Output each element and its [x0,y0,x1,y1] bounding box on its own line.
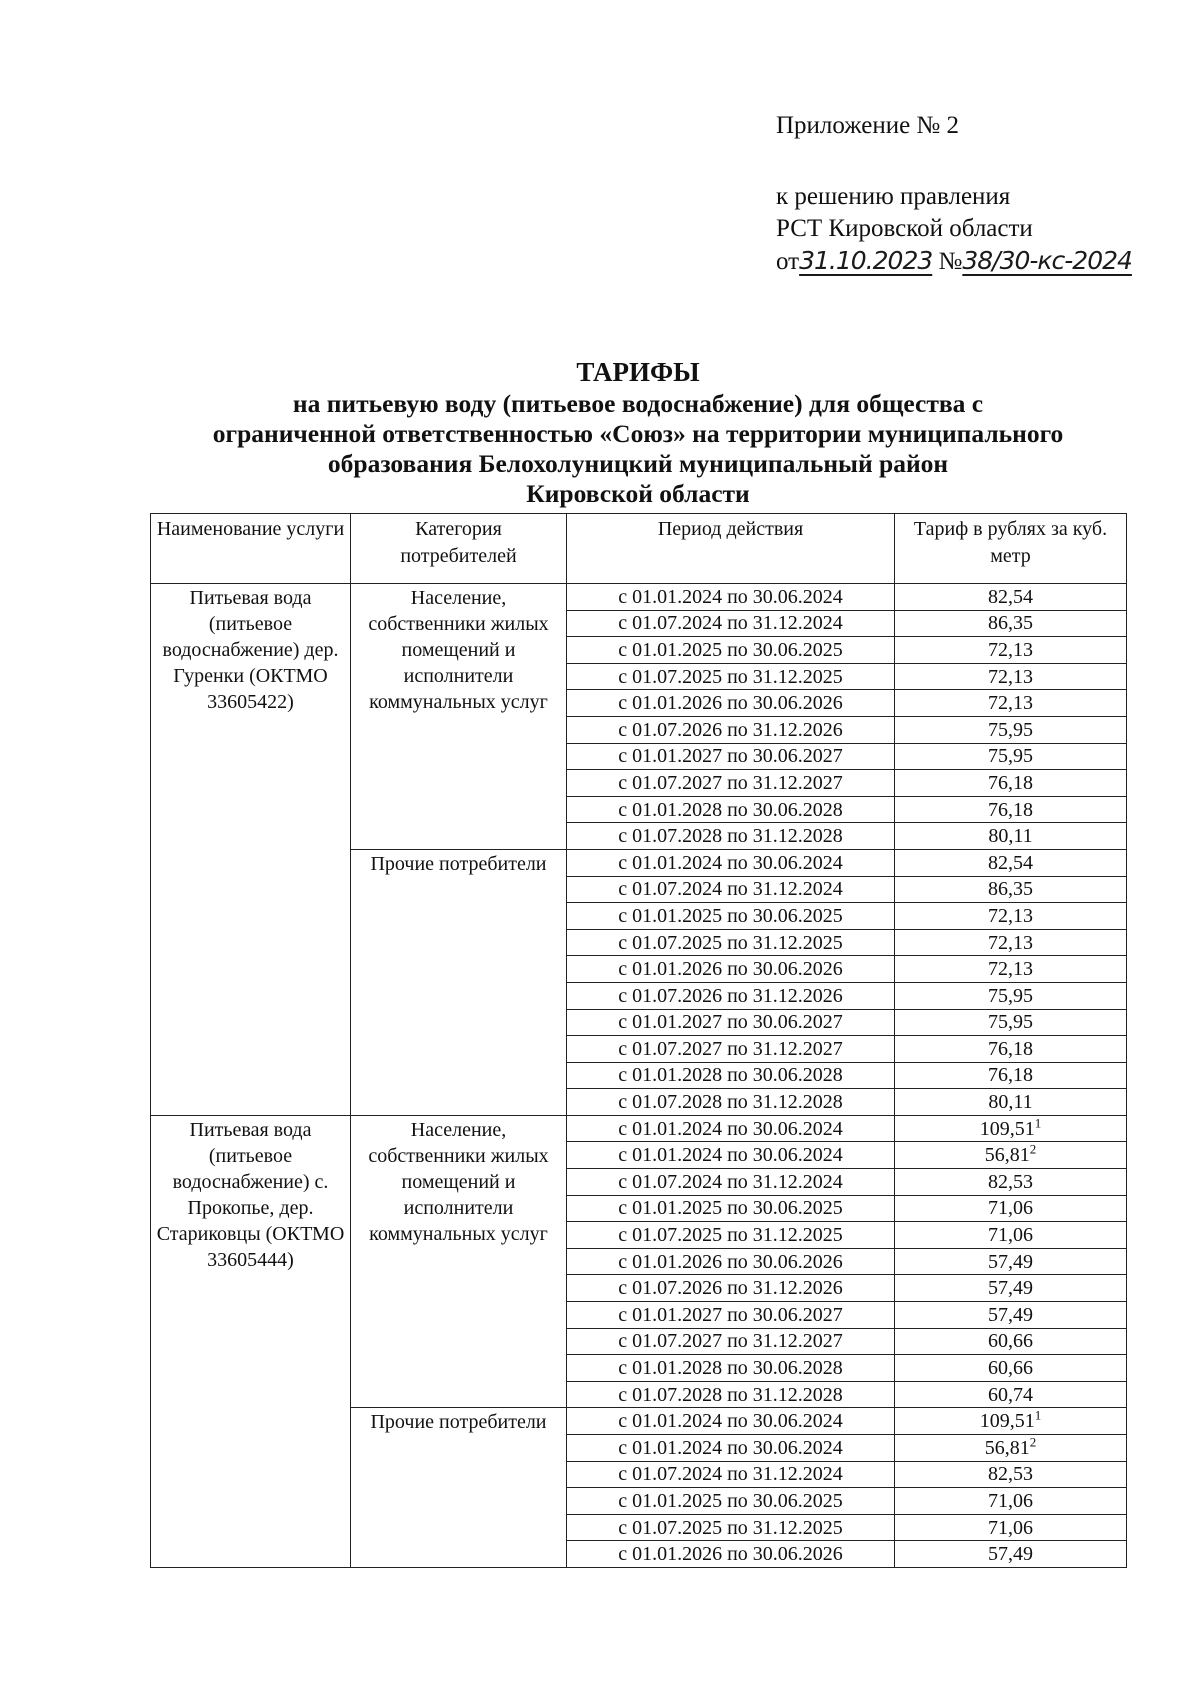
tariff-value: 75,95 [988,984,1033,1007]
period-cell: с 01.01.2025 по 30.06.2025 [567,637,895,664]
tariff-value: 60,66 [988,1357,1033,1380]
tariff-cell [895,1328,1127,1355]
period-cell: с 01.01.2025 по 30.06.2025 [567,1488,895,1515]
title-line-4: Кировской области [526,479,750,508]
tariff-cell [895,1435,1127,1462]
tariff-value: 72,13 [988,958,1033,981]
consumer-category-cell: Прочие потребители [351,849,567,1115]
tariff-cell [895,1089,1127,1116]
tariff-value: 86,35 [988,878,1033,901]
table-row [151,584,1127,611]
tariff-cell [895,1248,1127,1275]
tariff-cell [895,1461,1127,1488]
tariff-value: 82,54 [988,851,1033,874]
column-header-service: Наименование услуги [151,514,351,584]
tariff-value: 71,06 [988,1197,1033,1220]
tariff-cell [895,1355,1127,1382]
tariff-value: 56,81 [984,1144,1030,1167]
tariff-cell [895,1036,1127,1063]
tariff-cell [895,823,1127,850]
decision-date-line [776,245,1132,278]
tariff-value: 76,18 [988,1037,1033,1060]
tariff-cell [895,929,1127,956]
footnote-mark: 1 [1034,1407,1042,1423]
period-cell: с 01.01.2027 по 30.06.2027 [567,1009,895,1036]
decision-line-1: к решению правления [776,183,1011,210]
tariff-value: 60,74 [988,1383,1033,1406]
period-cell: с 01.01.2024 по 30.06.2024 [567,849,895,876]
period-cell: с 01.01.2024 по 30.06.2024 [567,1115,895,1142]
service-name-cell: Питьевая вода (питьевое водоснабжение) с. Прокопье, дер. Стариковцы (ОКТМО 33605444) [151,1115,351,1567]
column-header-category: Категория потребителей [351,514,567,584]
tariff-cell [895,1062,1127,1089]
tariff-value: 72,13 [988,638,1033,661]
period-cell: с 01.01.2027 по 30.06.2027 [567,1302,895,1329]
table-row [151,1115,1127,1142]
footnote-mark: 2 [1029,1141,1037,1157]
tariff-value: 71,06 [988,1489,1033,1512]
tariff-cell [895,849,1127,876]
tariff-cell [895,1514,1127,1541]
handwritten-number: 38/30-кс-2024 [962,246,1132,275]
period-cell: с 01.01.2024 по 30.06.2024 [567,1142,895,1169]
period-cell: с 01.07.2024 по 31.12.2024 [567,1461,895,1488]
tariff-value: 71,06 [988,1224,1033,1247]
tariff-table [150,513,1127,1568]
appendix-title: Приложение № 2 [776,112,960,139]
tariff-value: 86,35 [988,612,1033,635]
tariff-cell [895,903,1127,930]
period-cell: с 01.07.2028 по 31.12.2028 [567,823,895,850]
tariff-value: 72,13 [988,931,1033,954]
period-cell: с 01.07.2027 по 31.12.2027 [567,1036,895,1063]
tariff-cell [895,1488,1127,1515]
period-cell: с 01.07.2025 по 31.12.2025 [567,1514,895,1541]
tariff-value: 72,13 [988,665,1033,688]
tariff-value: 109,51 [979,1117,1035,1140]
tariff-value: 72,13 [988,904,1033,927]
footnote-mark: 1 [1034,1115,1042,1131]
period-cell: с 01.01.2027 по 30.06.2027 [567,743,895,770]
period-cell: с 01.01.2024 по 30.06.2024 [567,1435,895,1462]
title-line-2: ограниченной ответственностью «Союз» на территории муниципального [212,419,1064,448]
column-header-period: Период действия [567,514,895,584]
tariff-cell [895,876,1127,903]
decision-line-2: РСТ Кировской области [776,215,1033,242]
tariff-cell [895,716,1127,743]
period-cell: с 01.07.2024 по 31.12.2024 [567,610,895,637]
tariff-cell [895,1195,1127,1222]
period-cell: с 01.07.2028 по 31.12.2028 [567,1089,895,1116]
tariff-table-body [151,584,1127,1568]
footnote-mark: 2 [1029,1434,1037,1450]
period-cell: с 01.01.2028 по 30.06.2028 [567,1062,895,1089]
title-line-1: на питьевую воду (питьевое водоснабжение) для общества с [292,389,984,418]
tariff-cell [895,637,1127,664]
tariff-value: 76,18 [988,798,1033,821]
tariff-value: 82,53 [988,1463,1033,1486]
period-cell: с 01.01.2026 по 30.06.2026 [567,690,895,717]
period-cell: с 01.07.2027 по 31.12.2027 [567,1328,895,1355]
tariff-value: 75,95 [988,1011,1033,1034]
number-prefix: № [938,248,963,275]
tariff-value: 80,11 [988,825,1033,848]
tariff-cell [895,1541,1127,1568]
period-cell: с 01.01.2025 по 30.06.2025 [567,903,895,930]
tariff-cell [895,1302,1127,1329]
tariff-cell [895,1009,1127,1036]
period-cell: с 01.01.2024 по 30.06.2024 [567,584,895,611]
period-cell: с 01.07.2025 по 31.12.2025 [567,929,895,956]
tariff-value: 56,81 [984,1436,1030,1459]
tariff-cell [895,982,1127,1009]
document-title [150,355,1126,509]
tariff-cell [895,796,1127,823]
tariff-cell [895,584,1127,611]
tariff-cell [895,690,1127,717]
tariff-value: 71,06 [988,1516,1033,1539]
period-cell: с 01.01.2025 по 30.06.2025 [567,1195,895,1222]
table-header-row [151,514,1127,584]
tariff-value: 75,95 [988,718,1033,741]
consumer-category-cell: Население, собственники жилых помещений и исполнители коммунальных услуг [351,584,567,850]
title-main: ТАРИФЫ [576,357,700,387]
tariff-cell [895,663,1127,690]
period-cell: с 01.07.2025 по 31.12.2025 [567,1222,895,1249]
tariff-value: 57,49 [988,1303,1033,1326]
period-cell: с 01.01.2026 по 30.06.2026 [567,1248,895,1275]
tariff-value: 82,54 [988,585,1033,608]
consumer-category-cell: Прочие потребители [351,1408,567,1568]
period-cell: с 01.01.2024 по 30.06.2024 [567,1408,895,1435]
tariff-value: 75,95 [988,745,1033,768]
tariff-cell [895,1275,1127,1302]
consumer-category-cell: Население, собственники жилых помещений и исполнители коммунальных услуг [351,1115,567,1408]
period-cell: с 01.01.2026 по 30.06.2026 [567,1541,895,1568]
period-cell: с 01.01.2028 по 30.06.2028 [567,796,895,823]
period-cell: с 01.07.2027 по 31.12.2027 [567,770,895,797]
tariff-cell [895,1381,1127,1408]
tariff-cell [895,1142,1127,1169]
period-cell: с 01.07.2026 по 31.12.2026 [567,1275,895,1302]
column-header-tariff: Тариф в рублях за куб. метр [895,514,1127,584]
service-name-cell: Питьевая вода (питьевое водоснабжение) дер. Гуренки (ОКТМО 33605422) [151,584,351,1116]
period-cell: с 01.07.2028 по 31.12.2028 [567,1381,895,1408]
date-prefix: от [776,248,800,275]
period-cell: с 01.07.2026 по 31.12.2026 [567,982,895,1009]
period-cell: с 01.01.2026 по 30.06.2026 [567,956,895,983]
tariff-value: 57,49 [988,1250,1033,1273]
tariff-cell [895,770,1127,797]
tariff-value: 76,18 [988,771,1033,794]
handwritten-date: 31.10.2023 [799,246,933,275]
tariff-cell [895,1115,1127,1142]
tariff-value: 72,13 [988,692,1033,715]
tariff-cell [895,743,1127,770]
tariff-value: 57,49 [988,1543,1033,1566]
period-cell: с 01.07.2026 по 31.12.2026 [567,716,895,743]
tariff-value: 82,53 [988,1170,1033,1193]
tariff-cell [895,1222,1127,1249]
tariff-value: 60,66 [988,1330,1033,1353]
period-cell: с 01.07.2024 по 31.12.2024 [567,1169,895,1196]
period-cell: с 01.01.2028 по 30.06.2028 [567,1355,895,1382]
period-cell: с 01.07.2025 по 31.12.2025 [567,663,895,690]
tariff-value: 76,18 [988,1064,1033,1087]
tariff-cell [895,1408,1127,1435]
title-line-3: образования Белохолуницкий муниципальный район [327,449,949,478]
tariff-value: 109,51 [979,1410,1035,1433]
tariff-cell [895,610,1127,637]
tariff-value: 57,49 [988,1277,1033,1300]
tariff-cell [895,956,1127,983]
tariff-cell [895,1169,1127,1196]
tariff-value: 80,11 [988,1091,1033,1114]
period-cell: с 01.07.2024 по 31.12.2024 [567,876,895,903]
